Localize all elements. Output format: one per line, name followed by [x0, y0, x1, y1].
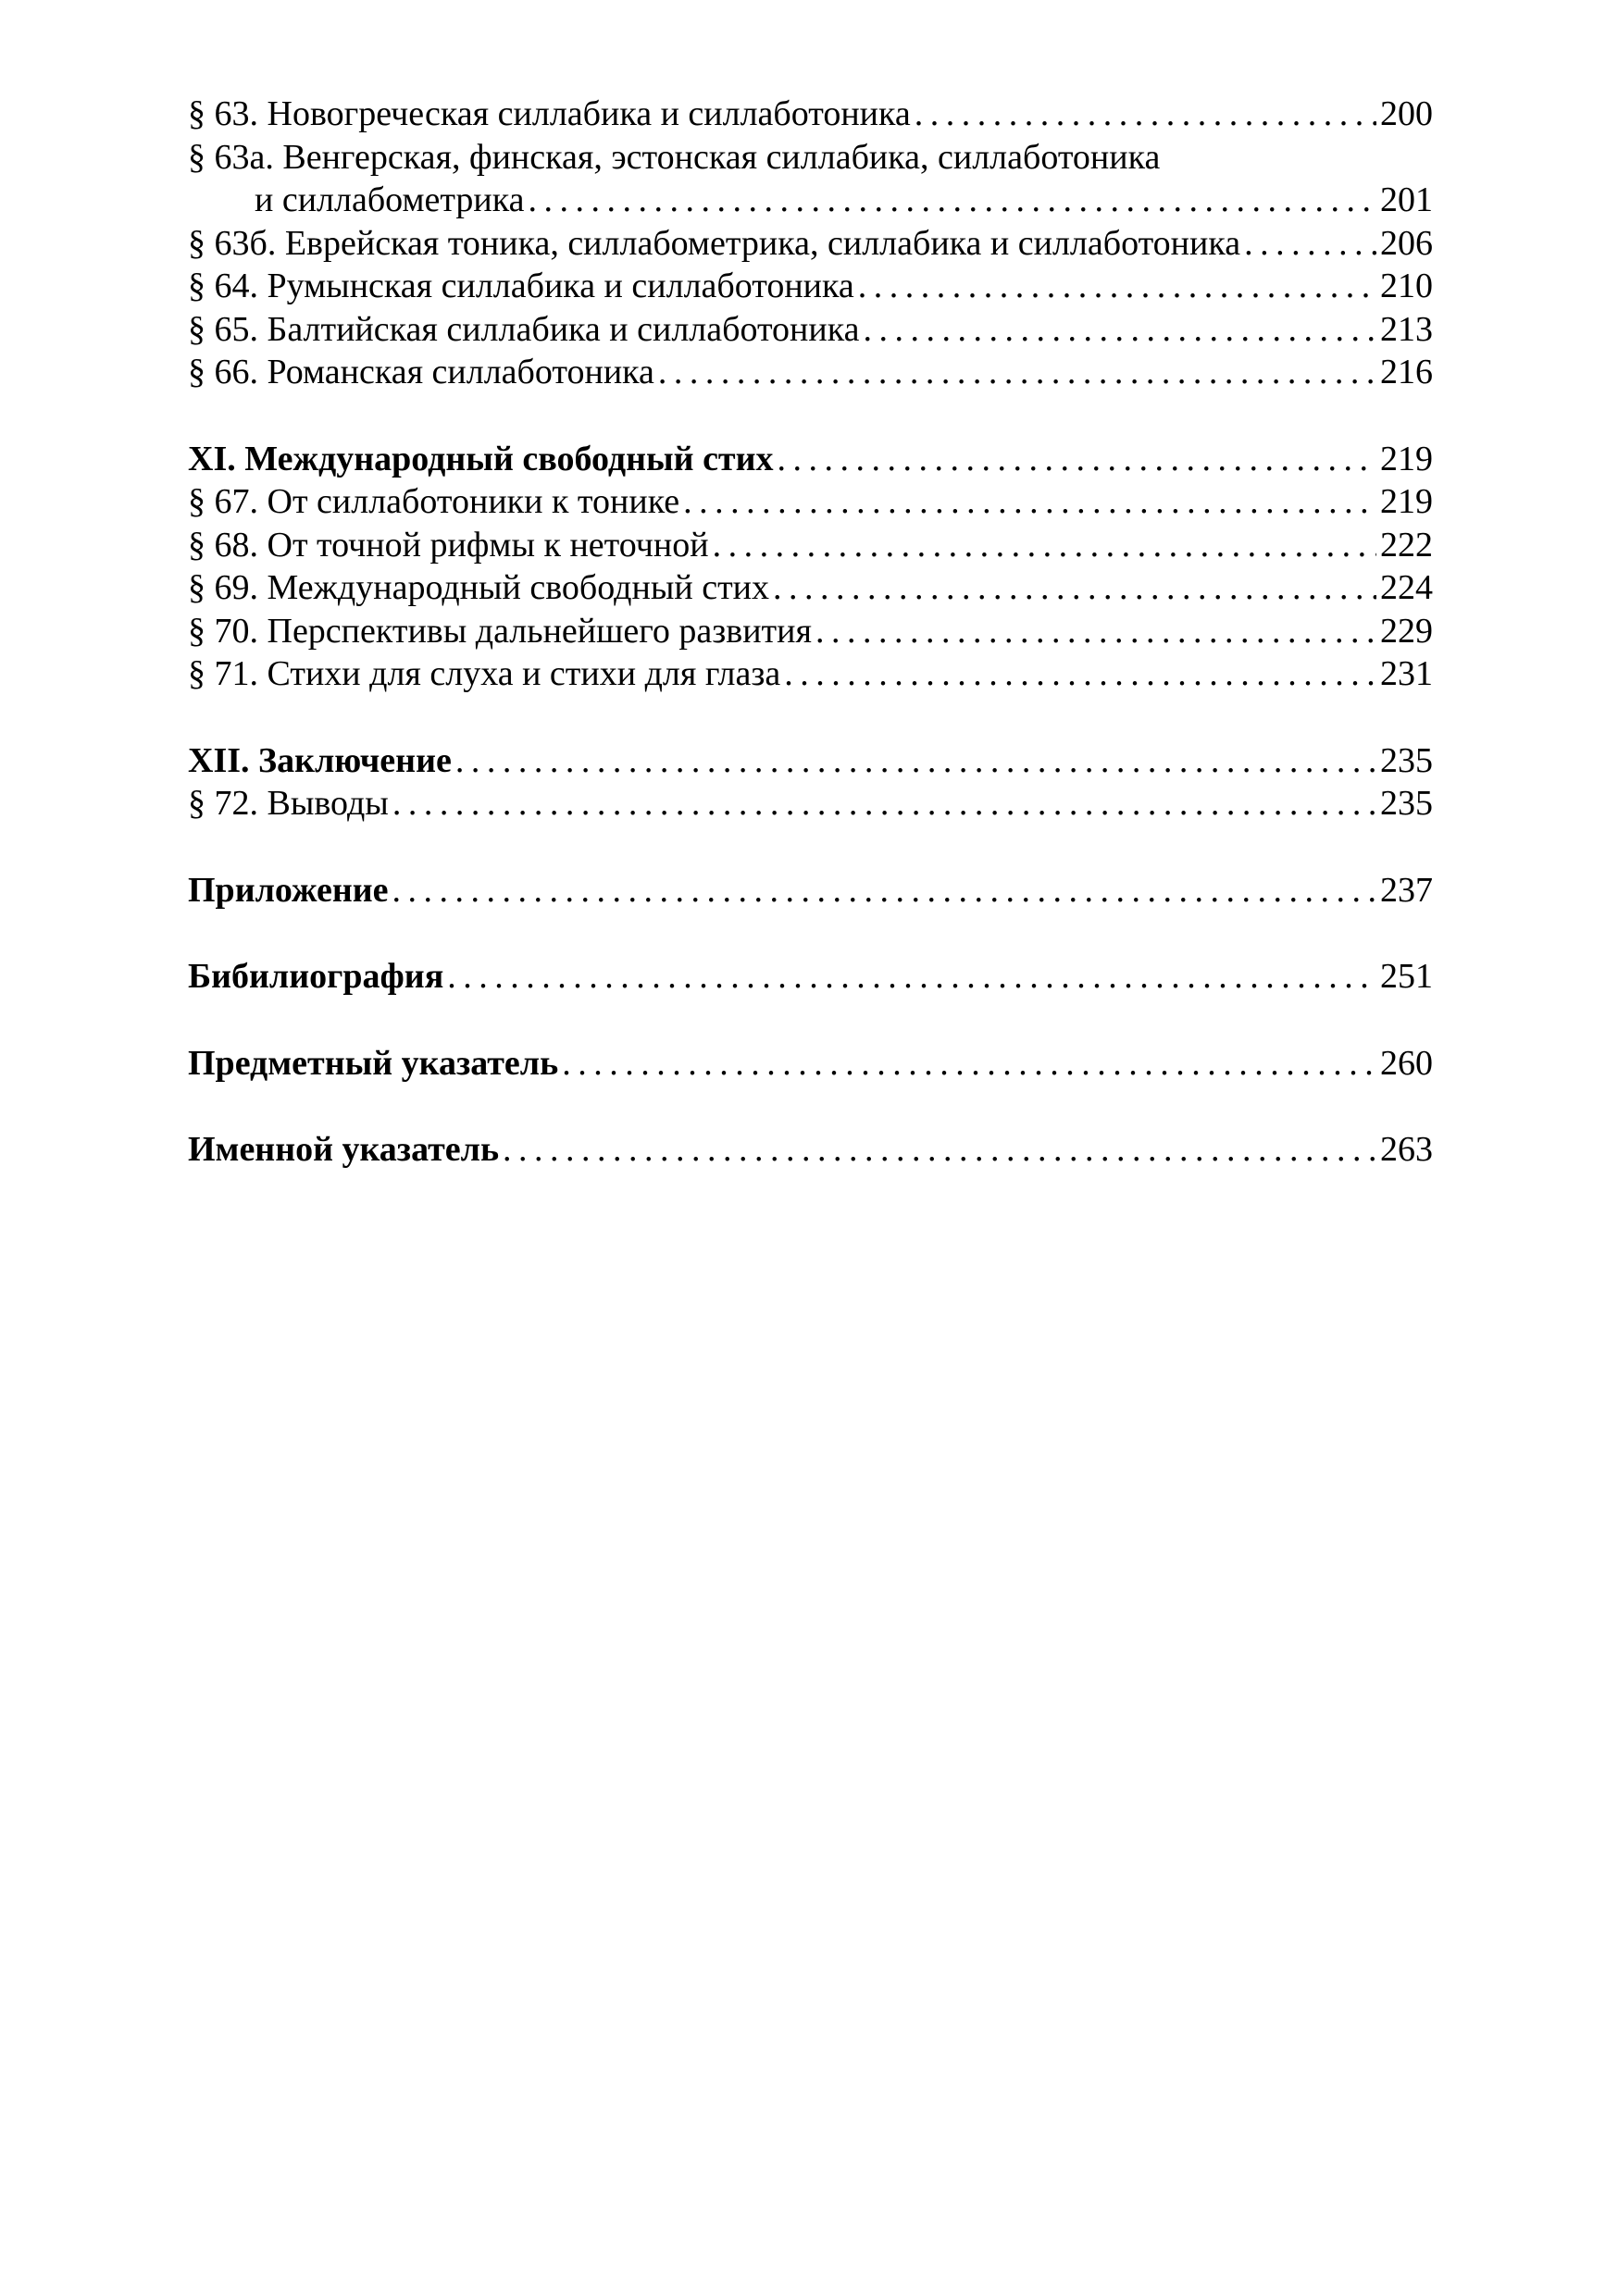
dot-leader	[784, 652, 1376, 696]
toc-page-number: 210	[1380, 267, 1433, 305]
toc-entry-66	[188, 351, 1433, 394]
toc-entry-label: § 64. Румынская силлабика и силлаботоника	[188, 267, 854, 305]
toc-page-number: 224	[1380, 568, 1433, 607]
toc-entry-69	[188, 566, 1433, 610]
toc-page-number: 263	[1380, 1130, 1433, 1169]
dot-leader	[863, 308, 1376, 352]
toc-entry-label: § 63а. Венгерская, финская, эстонская силлабика, силлаботоника	[188, 137, 1161, 177]
toc-entry-63a-line1	[188, 136, 1433, 180]
toc-page-number: 235	[1380, 784, 1433, 823]
toc-chapter-label: Приложение	[188, 870, 389, 910]
toc-page-number: 219	[1380, 439, 1433, 478]
section-gap	[188, 999, 1433, 1042]
section-gap	[188, 1085, 1433, 1128]
toc-entry-63a-line2	[188, 179, 1433, 222]
toc-entry-63b	[188, 222, 1433, 266]
section-gap	[188, 696, 1433, 739]
toc-name-index	[188, 1128, 1433, 1172]
toc-entry-label: § 71. Стихи для слуха и стихи для глаза	[188, 654, 781, 693]
dot-leader	[1244, 222, 1376, 266]
toc-page-number: 219	[1380, 482, 1433, 521]
dot-leader	[713, 524, 1376, 567]
toc-page-number: 201	[1380, 180, 1433, 219]
table-of-contents	[188, 93, 1433, 1172]
toc-entry-label: § 63б. Еврейская тоника, силлабометрика, силлабика и силлаботоника	[188, 223, 1241, 263]
dot-leader	[858, 265, 1376, 308]
toc-chapter-11	[188, 438, 1433, 481]
dot-leader	[778, 438, 1377, 481]
dot-leader	[392, 869, 1376, 912]
dot-leader	[658, 351, 1376, 394]
toc-entry-label: § 72. Выводы	[188, 784, 389, 823]
toc-page-number: 260	[1380, 1043, 1433, 1083]
toc-entry-label: § 69. Международный свободный стих	[188, 568, 770, 607]
section-gap	[188, 912, 1433, 955]
dot-leader	[529, 179, 1376, 222]
dot-leader	[683, 480, 1376, 524]
toc-chapter-label: XII. Заключение	[188, 740, 452, 780]
toc-entry-label: § 65. Балтийская силлабика и силлаботоника	[188, 309, 860, 349]
toc-entry-68	[188, 524, 1433, 567]
toc-page-number: 229	[1380, 611, 1433, 651]
toc-entry-label: и силлабометрика	[255, 180, 525, 219]
toc-page-number: 222	[1380, 525, 1433, 565]
toc-entry-67	[188, 480, 1433, 524]
toc-page-number: 200	[1380, 94, 1433, 133]
toc-page-number: 206	[1380, 223, 1433, 263]
toc-entry-63	[188, 93, 1433, 136]
toc-entry-70	[188, 610, 1433, 653]
dot-leader	[503, 1128, 1376, 1172]
toc-entry-label: § 66. Романская силлаботоника	[188, 353, 654, 391]
toc-page-number: 231	[1380, 654, 1433, 693]
toc-entry-64	[188, 265, 1433, 308]
dot-leader	[447, 955, 1376, 999]
dot-leader	[815, 610, 1376, 653]
dot-leader	[455, 739, 1376, 783]
toc-entry-72	[188, 782, 1433, 825]
toc-page-number: 235	[1380, 740, 1433, 780]
toc-appendix	[188, 869, 1433, 912]
toc-entry-label: § 67. От силлаботоники к тонике	[188, 482, 680, 521]
dot-leader	[915, 93, 1376, 136]
toc-chapter-label: XI. Международный свободный стих	[188, 439, 774, 478]
toc-subject-index	[188, 1042, 1433, 1086]
section-gap	[188, 825, 1433, 869]
toc-chapter-label: Бибилиография	[188, 957, 444, 996]
toc-bibliography	[188, 955, 1433, 999]
toc-page-number: 213	[1380, 309, 1433, 349]
section-gap	[188, 394, 1433, 438]
toc-entry-label: § 63. Новогреческая силлабика и силлаботоника	[188, 94, 911, 133]
toc-page-number: 237	[1380, 870, 1433, 910]
dot-leader	[773, 566, 1376, 610]
toc-entry-label: § 68. От точной рифмы к неточной	[188, 525, 709, 565]
toc-page-number: 216	[1380, 353, 1433, 391]
toc-chapter-label: Предметный указатель	[188, 1043, 559, 1083]
toc-entry-71	[188, 652, 1433, 696]
toc-page-number: 251	[1380, 957, 1433, 996]
toc-entry-label: § 70. Перспективы дальнейшего развития	[188, 611, 812, 651]
dot-leader	[392, 782, 1376, 825]
dot-leader	[562, 1042, 1376, 1086]
toc-chapter-12	[188, 739, 1433, 783]
toc-entry-65	[188, 308, 1433, 352]
toc-chapter-label: Именной указатель	[188, 1130, 500, 1169]
